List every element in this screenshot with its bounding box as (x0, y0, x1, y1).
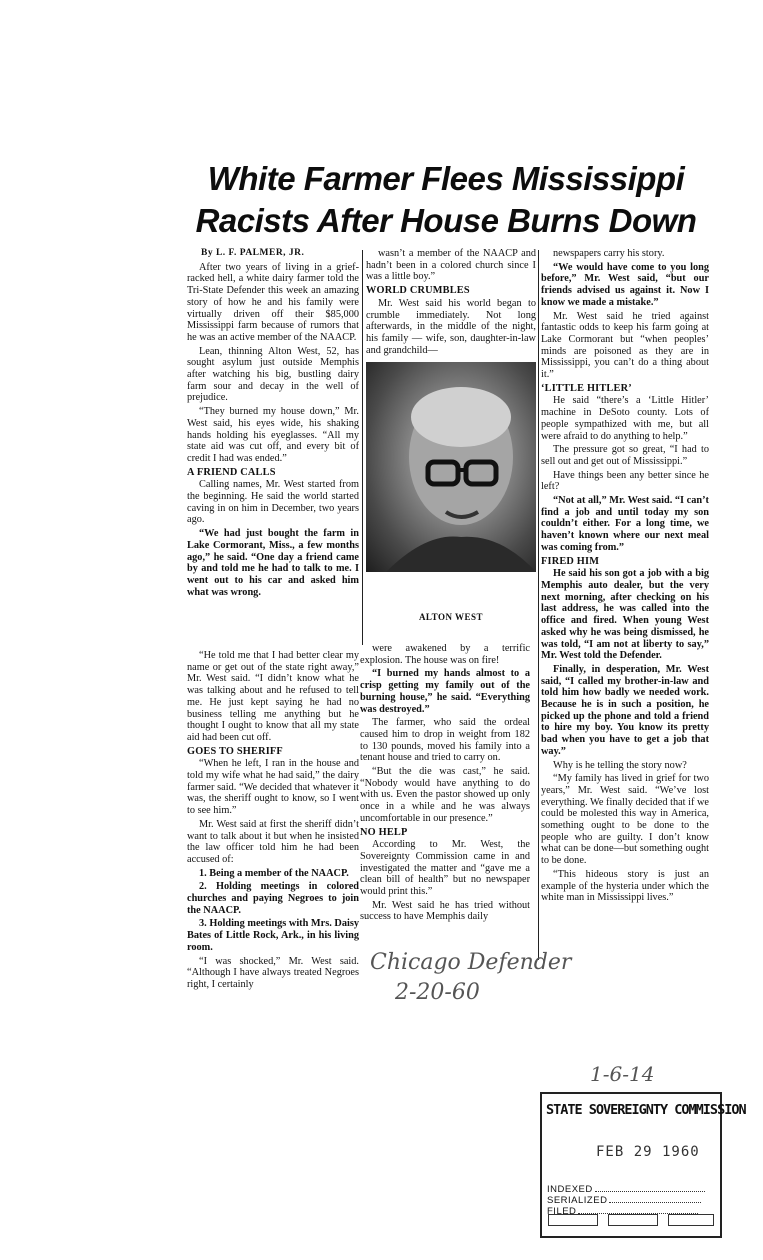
column-rule (362, 250, 363, 645)
paragraph: “I burned my hands almost to a crisp getting my family out of the burning house,” he said. “Everything was destroyed.” (360, 668, 530, 715)
paragraph: Mr. West said he has tried without success to have Memphis daily (360, 899, 530, 923)
paragraph: “But the die was cast,” he said. “Nobody would have anything to do with us. Even the pastor showed up only once in a while and he was always uncomfortable in our presence.” (360, 766, 530, 824)
paragraph: Have things been any better since he left? (541, 469, 709, 493)
paragraph: “He told me that I had better clear my name or get out of the state right away,” Mr. West said. “I didn’t know what he was talking about and he refused to tell me. He just kept saying he had no business telling me anything but he thought I ought to know that all my state aid had been cut off. (187, 650, 359, 743)
paragraph: “We would have come to you long before,” Mr. West said, “but our friends advised us against it. Now I know we made a mistake.” (541, 261, 709, 308)
article-column-2a (366, 248, 536, 358)
subheading: GOES TO SHERIFF (187, 745, 283, 757)
list-item: 3. Holding meetings with Mrs. Daisy Bates of Little Rock, Ark., in his living room. (187, 918, 359, 953)
stamp-indexed: INDEXED (547, 1184, 705, 1195)
byline: By L. F. PALMER, JR. (201, 248, 305, 258)
stamp-date: FEB 29 1960 (596, 1144, 700, 1160)
paragraph: The pressure got so great, “I had to sell out and get out of Mississippi.” (541, 444, 709, 467)
paragraph: Mr. West said he tried against fantastic odds to keep his farm going at Lake Cormorant but “when peoples’ minds are poisoned as they are in Mississippi, you can’t do a thing about it.” (541, 310, 709, 381)
paragraph: “When he left, I ran in the house and told my wife what he had said,” the dairy farmer said. “We decided that whatever it was, the sheriff ought to know, so I went to see him.” (187, 758, 359, 817)
list-item: 1. Being a member of the NAACP. (199, 867, 349, 879)
paragraph: “We had just bought the farm in Lake Cormorant, Miss., a few months ago,” he said. “One day a friend came by and told me he had to talk to me. I went out to his car and asked him what was wrong. (187, 528, 359, 598)
subheading: NO HELP (360, 826, 408, 838)
subheading: ‘LITTLE HITLER’ (541, 382, 632, 394)
paragraph: Why is he telling the story now? (553, 759, 687, 771)
paragraph: Mr. West said at first the sheriff didn’t want to talk about it but when he insisted the law officer told him he had been accused of: (187, 818, 359, 865)
handwritten-file-number: 1-6-14 (590, 1062, 655, 1086)
paragraph: “Not at all,” Mr. West said. “I can’t find a job and until today my son couldn’t either. For a long time, we haven’t known where our next meal was coming from.” (541, 495, 709, 553)
paragraph: After two years of living in a grief-racked hell, a white dairy farmer told the Tri-State Defender this week an amazing story of how he and his family were virtually driven off their $85,000 Mississippi farm because of rumors that he was an active member of the NAACP. (187, 261, 359, 343)
article-column-3 (541, 248, 709, 964)
paragraph: “My family has lived in grief for two years,” Mr. West said. “We’ve lost everything. We finally decided that if we could be molested this way in America, something ought to be done to the people who are guilty. I don’t know what can be done—but something ought to be done. (541, 773, 709, 867)
list-item: 2. Holding meetings in colored churches and paying Negroes to join the NAACP. (187, 881, 359, 916)
paragraph: The farmer, who said the ordeal caused him to drop in weight from 182 to 130 pounds, moved his family into a tenant house and tried to carry on. (360, 717, 530, 764)
paragraph: Lean, thinning Alton West, 52, has sought asylum just outside Memphis after watching his big, bustling dairy farm sour and decay in the well of prejudice. (187, 345, 359, 404)
stamp-serialized: SERIALIZED (547, 1195, 701, 1206)
article-column-2b (360, 643, 530, 973)
headline-line-1: White Farmer Flees Mississippi (207, 160, 685, 197)
stamp-box (608, 1214, 658, 1226)
paragraph: Calling names, Mr. West started from the beginning. He said the world started caving in on him in December, two years ago. (187, 479, 359, 526)
stamp-box (668, 1214, 714, 1226)
handwritten-date: 2-20-60 (395, 980, 480, 1005)
column-rule (538, 250, 539, 960)
stamp-title: STATE SOVEREIGNTY COMMISSION (546, 1102, 746, 1118)
paragraph: He said his son got a job with a big Memphis auto dealer, but the very next morning, after checking on his last address, he was called into the office and fired. When young West asked why he was being dismissed, he was told, “I am not at liberty to say,” Mr. West told the Defender. (541, 568, 709, 662)
subheading: FIRED HIM (541, 555, 600, 567)
commission-stamp (540, 1092, 746, 1238)
portrait-illustration (366, 362, 536, 572)
paragraph: were awakened by a terrific explosion. The house was on fire! (360, 643, 530, 666)
paragraph: Finally, in desperation, Mr. West said, “I called my brother-in-law and told him how badly we needed work. Because he is in such a position, he picked up the phone and told a friend to hire my boy. You know its pretty bad when you have to get a job that way.” (541, 663, 709, 757)
paragraph: “They burned my house down,” Mr. West said, his eyes wide, his shaking hands holding his eyeglasses. “All my state aid was cut off, and every bit of credit I had was ended.” (187, 406, 359, 464)
photo-caption: ALTON WEST (418, 612, 484, 622)
stamp-filed: FILED (547, 1206, 698, 1217)
handwritten-source: Chicago Defender (370, 950, 572, 975)
paragraph: According to Mr. West, the Sovereignty Commission came in and investigated the matter and “gave me a clean bill of health” but no newspaper would print this.” (360, 839, 530, 898)
paragraph: “I was shocked,” Mr. West said. “Although I have always treated Negroes right, I certainly (187, 955, 359, 990)
subheading: A FRIEND CALLS (187, 466, 276, 478)
stamp-box (548, 1214, 598, 1226)
subheading: WORLD CRUMBLES (366, 285, 470, 297)
paragraph: He said “there’s a ‘Little Hitler’ machine in DeSoto county. Lots of people sympathized with me, but all were afraid to do anything to help.” (541, 395, 709, 442)
paragraph: wasn’t a member of the NAACP and hadn’t been in a colored church since I was a little boy.” (366, 248, 536, 283)
portrait-photo (366, 362, 536, 572)
paragraph: newspapers carry his story. (553, 248, 665, 259)
article-column-1a (187, 248, 359, 648)
headline-line-2: Racists After House Burns Down (195, 202, 697, 239)
article-column-1b (187, 650, 359, 1020)
paragraph: Mr. West said his world began to crumble immediately. Not long afterwards, in the middle of the night, his family — wife, son, daughter-in-law and grandchild— (366, 297, 536, 356)
paragraph: “This hideous story is just an example of the hysteria under which the white man in Mississippi lives.” (541, 868, 709, 904)
